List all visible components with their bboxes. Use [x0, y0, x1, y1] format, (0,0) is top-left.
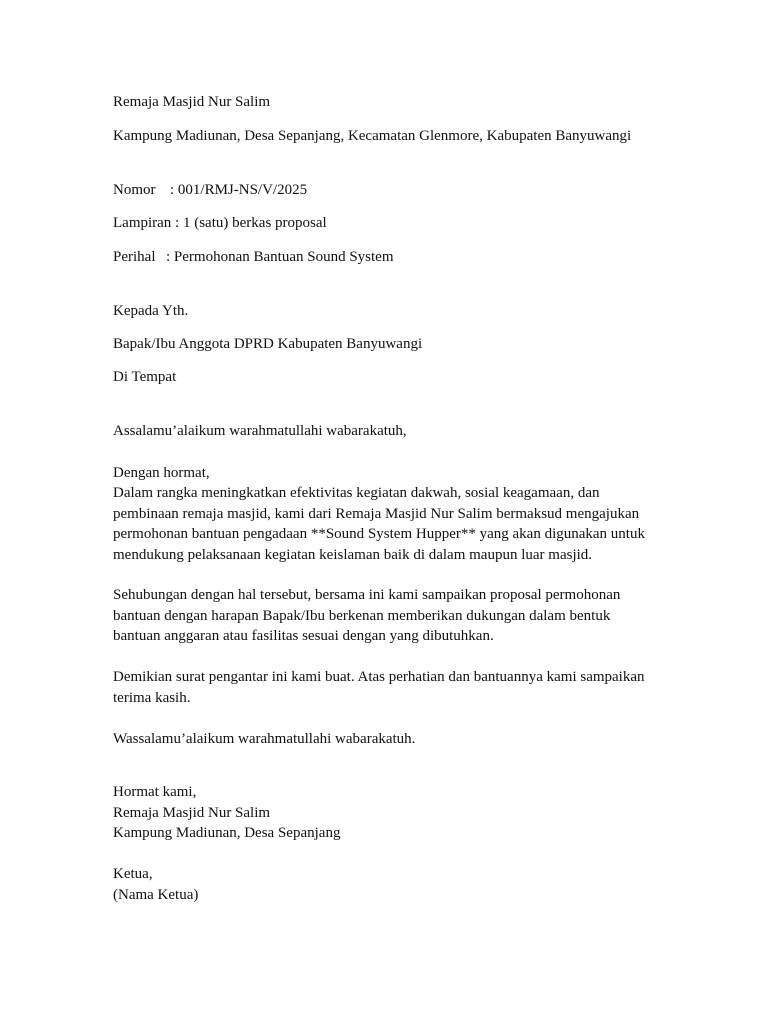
paragraph-line: permohonan bantuan pengadaan **Sound System Hupper** yang akan digunakan untuk [113, 526, 645, 542]
nomor-value: : 001/RMJ-NS/V/2025 [170, 182, 308, 198]
letterhead-address: Kampung Madiunan, Desa Sepanjang, Kecamatan Glenmore, Kabupaten Banyuwangi [113, 128, 632, 144]
body-paragraph-2 [113, 585, 658, 647]
paragraph-line: Sehubungan dengan hal tersebut, bersama ini kami sampaikan proposal permohonan [113, 587, 621, 603]
signature-block [113, 782, 658, 844]
paragraph-line: terima kasih. [113, 689, 191, 706]
paragraph-line: Demikian surat pengantar ini kami buat. Atas perhatian dan bantuannya kami sampaikan [113, 669, 645, 685]
recipient-kepada: Kepada Yth. [113, 303, 189, 319]
signatory-title: Ketua, [113, 866, 153, 882]
closing-greeting: Wassalamu’alaikum warahmatullahi wabarakatuh. [113, 731, 416, 747]
perihal-value: : Permohonan Bantuan Sound System [166, 249, 394, 265]
signatory-block [113, 864, 658, 905]
lampiran-line: Lampiran : 1 (satu) berkas proposal [113, 215, 327, 231]
paragraph-line: mendukung pelaksanaan kegiatan keislaman baik di dalam maupun luar masjid. [113, 546, 593, 563]
perihal-label: Perihal [113, 249, 156, 265]
paragraph-line: bantuan anggaran atau fasilitas sesuai dengan yang dibutuhkan. [113, 628, 494, 644]
nomor-line [113, 180, 307, 200]
body-paragraph-1 [113, 483, 658, 565]
body-paragraph-3 [113, 667, 658, 708]
paragraph-line: Dalam rangka meningkatkan efektivitas kegiatan dakwah, sosial keagamaan, dan [113, 485, 600, 501]
signature-address: Kampung Madiunan, Desa Sepanjang [113, 825, 341, 841]
paragraph-line: pembinaan remaja masjid, kami dari Remaja Masjid Nur Salim bermaksud mengajukan [113, 505, 640, 522]
paragraph-line: bantuan dengan harapan Bapak/Ibu berkenan memberikan dukungan dalam bentuk [113, 607, 611, 624]
letterhead-org-name: Remaja Masjid Nur Salim [113, 94, 271, 110]
signature-regards: Hormat kami, [113, 784, 197, 800]
opening-greeting: Assalamu’alaikum warahmatullahi wabarakatuh, [113, 423, 407, 439]
salutation: Dengan hormat, [113, 465, 210, 481]
perihal-line [113, 247, 394, 267]
signatory-name: (Nama Ketua) [113, 886, 199, 903]
signature-org-name: Remaja Masjid Nur Salim [113, 804, 271, 821]
recipient-name: Bapak/Ibu Anggota DPRD Kabupaten Banyuwangi [113, 336, 423, 352]
nomor-label: Nomor [113, 182, 156, 198]
recipient-place: Di Tempat [113, 369, 177, 385]
